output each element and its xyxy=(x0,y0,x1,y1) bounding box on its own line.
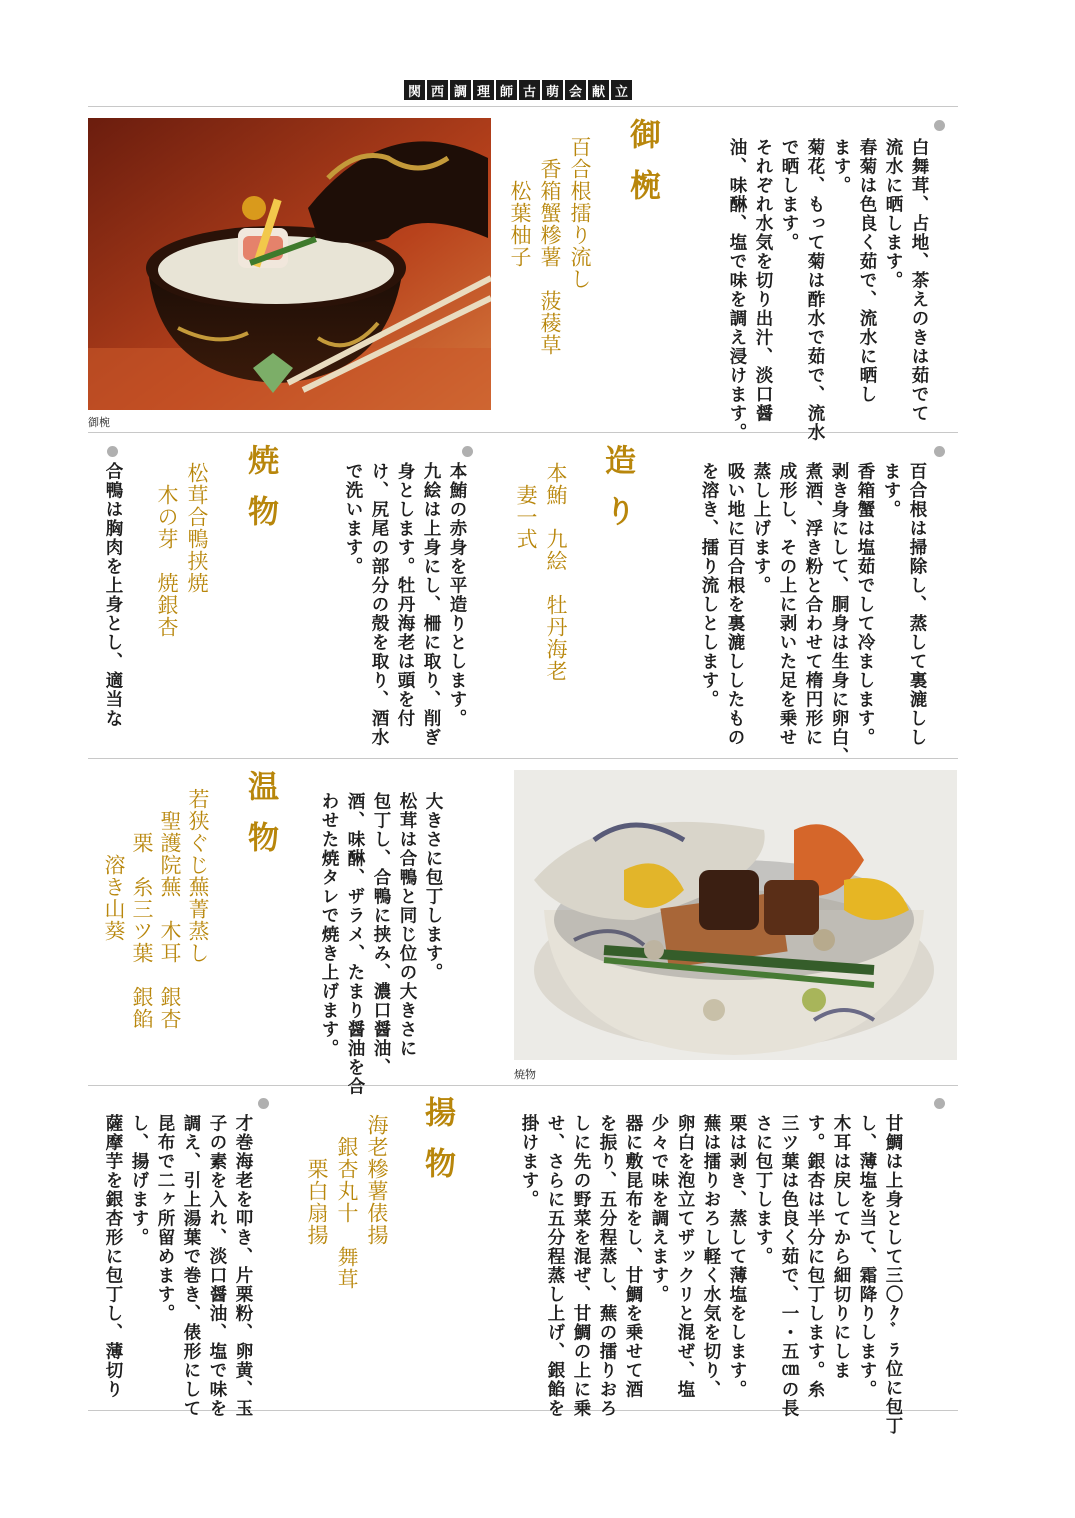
tsukuri-recipe-right: 百合根は掃除し、蒸して裏漉しし ます。 香箱蟹は塩茹でして冷まします。 剥き身にして、胴身は生身に卵白、 煮酒、浮き粉と合わせて楕円形に 成形し、その上に剥いた足を乗せ 蒸し上げます。 吸い地に百合根を裏漉ししたもの を溶き、擂り流しとします。 xyxy=(699,462,927,766)
bullet-icon xyxy=(934,1098,945,1109)
header-char: 会 xyxy=(565,80,586,100)
agemono-recipe: 才巻海老を叩き、片栗粉、卵黄、玉 子の素を入れ、淡口醤油、塩で味を 調え、引上湯葉で巻き、俵形にして 昆布で二ヶ所留めます。 し、揚げます。 薩摩芋を銀杏形に包丁し、薄切り xyxy=(103,1114,253,1418)
tsukuri-menu-item: 妻一式 xyxy=(514,484,538,550)
divider xyxy=(88,1085,958,1086)
header-char: 調 xyxy=(450,80,471,100)
agemono-title: 揚物 xyxy=(419,1096,455,1198)
header-char: 関 xyxy=(404,80,425,100)
header-char: 古 xyxy=(519,80,540,100)
header-char: 西 xyxy=(427,80,448,100)
tsukuri-menu xyxy=(511,462,571,682)
tsukuri-recipe-left: 本鮪の赤身を平造りとします。 九絵は上身にし、柵に取り、削ぎ 身とします。牡丹海老は頭を付 け、尻尾の部分の殻を取り、酒水 で洗います。 xyxy=(343,462,467,747)
tsukuri-title: 造り xyxy=(599,444,635,546)
bullet-icon xyxy=(934,120,945,131)
header-char: 萌 xyxy=(542,80,563,100)
onmono-menu-item: 聖護院蕪 木耳 銀杏 xyxy=(158,810,182,1030)
yakimono-photo xyxy=(514,770,957,1060)
yakimono-title: 焼物 xyxy=(242,444,278,546)
yakimono-menu-item: 松茸合鴨挟焼 xyxy=(185,462,209,594)
bullet-icon xyxy=(934,446,945,457)
owan-menu xyxy=(505,136,595,356)
owan-photo xyxy=(88,118,491,410)
header-char: 理 xyxy=(473,80,494,100)
header-char: 師 xyxy=(496,80,517,100)
agemono-menu-item: 栗白扇揚 xyxy=(305,1158,329,1246)
owan-title: 御椀 xyxy=(624,118,660,220)
yakimono-menu-item: 木の芽 焼銀杏 xyxy=(155,484,179,638)
onmono-title: 温物 xyxy=(242,770,278,872)
owan-menu-item: 百合根擂り流し xyxy=(568,136,592,290)
divider xyxy=(88,106,958,107)
bullet-icon xyxy=(258,1098,269,1109)
onmono-menu xyxy=(100,788,212,1030)
yakimono-photo-caption: 焼物 xyxy=(514,1068,536,1081)
page-header xyxy=(404,80,633,100)
agemono-menu-item: 銀杏丸十 舞茸 xyxy=(335,1136,359,1290)
onmono-menu-item: 若狭ぐじ蕪菁蒸し xyxy=(186,788,210,964)
owan-menu-item: 香箱蟹糝薯 菠薐草 xyxy=(538,158,562,356)
yakimono-recipe: 合鴨は胸肉を上身とし、適当な xyxy=(103,462,123,728)
onmono-menu-item: 溶き山葵 xyxy=(102,854,126,942)
owan-photo-caption: 御椀 xyxy=(88,416,110,429)
agemono-menu xyxy=(302,1114,392,1290)
onmono-recipe: 甘鯛は上身として三〇ｸﾞﾗ位に包丁 し、薄塩を当て、霜降りします。 木耳は戻してから細切りにしま す。銀杏は半分に包丁します。糸 三ツ葉は色良く茹で、一・五㎝の長 さに包丁します。 栗は剥き、蒸して薄塩をします。 蕪は擂りおろし軽く水気を切り、 卵白を泡立てザックリと混ぜ、塩 少々で味を調えます。 器に敷昆布をし、甘鯛を乗せて酒 を振り、五分程蒸し、蕪の擂りおろ しに先の野菜を混ぜ、甘鯛の上に乗 せ、さらに五分程蒸し上げ、銀餡を 掛けます。 xyxy=(519,1114,903,1436)
yakimono-menu xyxy=(152,462,212,638)
header-char: 立 xyxy=(611,80,632,100)
onmono-menu-item: 栗 糸三ツ葉 銀餡 xyxy=(130,832,154,1030)
header-char: 献 xyxy=(588,80,609,100)
yakimono-recipe-cont: 大きさに包丁します。 松茸は合鴨と同じ位の大きさに 包丁し、合鴨に挟み、濃口醤油、 酒、味醂、ザラメ、たまり醤油を合 わせた焼タレで焼き上げます。 xyxy=(319,792,443,1096)
bullet-icon xyxy=(107,446,118,457)
agemono-menu-item: 海老糝薯俵揚 xyxy=(365,1114,389,1246)
bullet-icon xyxy=(462,446,473,457)
owan-recipe: 白舞茸、占地、茶えのきは茹でて 流水に晒します。 春菊は色良く茹で、流水に晒し ます。 菊花、もって菊は酢水で茹で、流水 で晒します。 それぞれ水気を切り出汁、淡口醤 油、味醂、塩で味を調え浸けます。 xyxy=(727,138,929,442)
tsukuri-menu-item: 本鮪 九絵 牡丹海老 xyxy=(544,462,568,682)
owan-menu-item: 松葉柚子 xyxy=(508,180,532,268)
